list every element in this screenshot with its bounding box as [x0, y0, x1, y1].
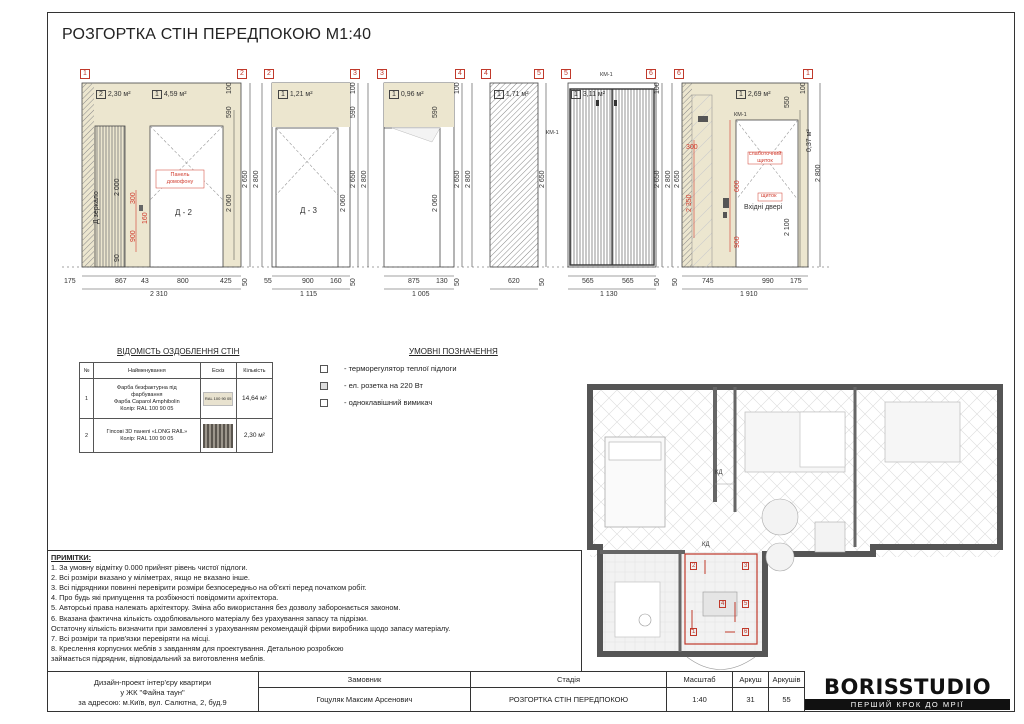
panel-label: щиток: [761, 193, 777, 199]
row-name: Гіпсові 3D панелі «LONG RAIL» Колір: RAL 100 90 05: [94, 419, 201, 453]
dim-text: 160: [142, 212, 149, 224]
column-header: Ескіз: [200, 363, 236, 379]
marker-e1-start: 1: [80, 69, 90, 79]
row-qty: 14,64 м²: [236, 379, 272, 419]
dim-text: 590: [226, 106, 233, 118]
area-tag: 1 1,21 м²: [278, 91, 313, 98]
legend-item: - одноклавішний вимикач: [320, 398, 432, 407]
door-d2: [150, 126, 223, 267]
bathroom-fixture: [615, 582, 660, 637]
elevation-6: [682, 83, 820, 289]
dim-text: 2 650: [539, 170, 546, 188]
area-tag: 1 4,59 м²: [152, 91, 187, 98]
marker-e2-end: 3: [350, 69, 360, 79]
marker-e2-start: 2: [264, 69, 274, 79]
dim-text: 990: [762, 278, 774, 285]
dim-text: 50: [242, 278, 249, 286]
plan-label-kd: КД: [702, 542, 710, 548]
plan-marker: 6: [744, 629, 748, 635]
dining-table-icon: [762, 499, 798, 535]
note-line: 5. Авторські права належать архітектору. Зміна або використання без дозволу заборонається законом.: [51, 603, 401, 613]
dim-total: 1 115: [300, 291, 317, 298]
switch-icon: [320, 399, 328, 407]
dim-text: 90: [114, 254, 121, 262]
sheets-label: Аркушів: [768, 671, 805, 687]
dim-text: 875: [408, 278, 420, 285]
area-tag: 1 3,11 м²: [571, 91, 605, 98]
note-line: Остаточну кількість визначити при замовленні з урахуванням рекомендацій фірми виробника щодо запасу матеріалу.: [51, 623, 451, 633]
dim-text: 2 650: [654, 170, 661, 188]
dim-text: 425: [220, 278, 232, 285]
area-tag: 1 2,69 м²: [736, 91, 771, 98]
row-name: Фарба безфактурна під фарбування Фарба Caparol Amphibolin Колір: RAL 100 90 05: [94, 379, 201, 419]
dim-text: 2 650: [674, 170, 681, 188]
dim-text: 100: [350, 82, 357, 94]
dim-text: 2 650: [350, 170, 357, 188]
marker-e3-start: 3: [377, 69, 387, 79]
dim-text: 50: [654, 278, 661, 286]
dim-text: 2 650: [242, 170, 249, 188]
dim-text: 175: [790, 278, 802, 285]
dim-text: 590: [432, 106, 439, 118]
dim-text: 50: [672, 278, 679, 286]
socket-icon: [320, 382, 328, 390]
sheets-count: 55: [768, 687, 805, 712]
dim-text: 2 060: [432, 194, 439, 212]
stage-value: РОЗГОРТКА СТІН ПЕРЕДПОКОЮ: [470, 687, 666, 712]
dim-text: 2 650: [454, 170, 461, 188]
note-line: 1. За умовну відмітку 0.000 прийнят рівень чистої підлоги.: [51, 563, 248, 573]
floor-plan: [585, 382, 1005, 670]
scale-label: Масштаб: [666, 671, 732, 687]
entrance-door-label: Вхідні двері: [744, 204, 783, 211]
marker-e1-end: 2: [237, 69, 247, 79]
studio-logo: [805, 676, 1010, 710]
door-d3: [276, 128, 338, 267]
note-line: 6. Вказана фактична кількість оздоблювального матеріалу без урахування запасу та підрізки.: [51, 613, 369, 623]
dim-text: 2 100: [784, 218, 791, 236]
km-label: КМ-1: [600, 72, 613, 78]
dim-text: 800: [177, 278, 189, 285]
dim-text: 2 000: [114, 178, 121, 196]
area-tag: 1 1,71 м²: [494, 91, 529, 98]
dim-text: 160: [330, 278, 342, 285]
area-tag: 1 0,96 м²: [389, 91, 424, 98]
legend-item: - ел. розетка на 220 Вт: [320, 381, 423, 390]
legend-heading: УМОВНІ ПОЗНАЧЕННЯ: [409, 347, 498, 356]
dim-text: 900: [734, 236, 741, 248]
marker-e5-start: 5: [561, 69, 571, 79]
dim-text: 2 060: [340, 194, 347, 212]
sheet-label: Аркуш: [732, 671, 768, 687]
legend-item: - терморегулятор теплої підлоги: [320, 364, 457, 373]
area-tag: 2 2,30 м²: [96, 91, 131, 98]
note-line: 7. Всі розміри та прив'язки перевіряти на місці.: [51, 633, 210, 643]
dim-total: 1 910: [740, 291, 758, 298]
thermostat-icon: [320, 365, 328, 373]
brand-name: BORISSTUDIO: [823, 675, 992, 699]
elevation-1: [82, 83, 262, 289]
row-qty: 2,30 м²: [236, 419, 272, 453]
plan-marker: 5: [744, 601, 748, 607]
finishes-table: [79, 362, 273, 453]
table-row: [80, 379, 273, 419]
dim-text: 50: [539, 278, 546, 286]
brand-slogan: ПЕРШИЙ КРОК ДО МРІЇ: [805, 699, 1010, 710]
column-header: Кількість: [236, 363, 272, 379]
plan-marker: 2: [692, 563, 696, 569]
client-name: Гоцуляк Максим Арсенович: [258, 687, 470, 712]
dim-text: 2 800: [253, 170, 260, 188]
dim-text: 550: [784, 96, 791, 108]
sheet-number: 31: [732, 687, 768, 712]
dim-text: 745: [702, 278, 714, 285]
dim-text: 565: [582, 278, 594, 285]
low-voltage-panel-label: слаботочний щиток: [748, 151, 782, 164]
door-label: Д - 3: [300, 206, 317, 215]
dim-text: 100: [654, 82, 661, 94]
dim-text: 50: [350, 278, 357, 286]
door-label: Д - 2: [175, 208, 192, 217]
elevation-4: [490, 83, 546, 289]
finishes-heading: ВІДОМІСТЬ ОЗДОБЛЕННЯ СТІН: [117, 347, 240, 356]
marker-e5-end: 6: [646, 69, 656, 79]
dim-text: 2 350: [686, 194, 693, 212]
note-line: 8. Креслення корпусних меблів з завданням для проектування. Детальною розробкою: [51, 643, 344, 653]
dim-text: 43: [141, 278, 149, 285]
dim-text: 100: [226, 82, 233, 94]
intercom-label: Панель домофону: [166, 172, 194, 185]
dim-text: 300: [686, 144, 698, 151]
page-title: РОЗГОРТКА СТІН ПЕРЕДПОКОЮ М1:40: [62, 26, 372, 43]
plan-marker: 4: [721, 601, 725, 607]
project-info: Дизайн-проект інтер'єру квартири у ЖК "Файна таун" за адресою: м.Київ, вул. Салютна, 2, буд.9: [78, 678, 227, 707]
wall-cut: [82, 83, 94, 267]
dim-text: 2 800: [361, 170, 368, 188]
marker-e6-end: 1: [803, 69, 813, 79]
row-num: 1: [80, 379, 94, 419]
row-sketch: [200, 419, 236, 453]
column-header: Найменування: [94, 363, 201, 379]
dim-text: 2 800: [465, 170, 472, 188]
mirror-label: Д зеркало: [93, 191, 100, 224]
dim-text: 55: [264, 278, 272, 285]
dim-text: 565: [622, 278, 634, 285]
dim-total: 1 005: [412, 291, 430, 298]
notes-block: [48, 550, 582, 671]
marker-e4-start: 4: [481, 69, 491, 79]
dim-text: 900: [302, 278, 314, 285]
dim-text: 130: [436, 278, 448, 285]
marker-e3-end: 4: [455, 69, 465, 79]
note-line: 4. Про будь які припущення та розбіжності повідомити архітектора.: [51, 593, 279, 603]
dim-total: 2 310: [150, 291, 168, 298]
dim-text: 600: [734, 180, 741, 192]
table-row: [80, 419, 273, 453]
notes-heading: ПРИМІТКИ:: [51, 553, 92, 562]
dim-text: 900: [130, 230, 137, 242]
note-line: 3. Всі підрядники повинні перевірити розміри безпосередньо на об'єкті перед початком робіт.: [51, 583, 367, 593]
dim-text: 620: [508, 278, 520, 285]
dim-total: 1 130: [600, 291, 618, 298]
column-header: №: [80, 363, 94, 379]
dim-text: 2 800: [815, 164, 822, 182]
plan-marker: 3: [744, 563, 748, 569]
dim-text: 50: [454, 278, 461, 286]
dim-text: 175: [64, 278, 76, 285]
marker-e4-end: 5: [534, 69, 544, 79]
dim-text: 590: [350, 106, 357, 118]
dim-text: 300: [130, 192, 137, 204]
stage-label: Стадія: [470, 671, 666, 687]
switch-icon: [139, 205, 143, 211]
dim-text: 100: [454, 82, 461, 94]
row-num: 2: [80, 419, 94, 453]
km-label: КМ-1: [734, 112, 747, 118]
dim-text: 2 060: [226, 194, 233, 212]
marker-e6-start: 6: [674, 69, 684, 79]
dim-text: 100: [800, 82, 807, 94]
row-sketch: RAL 100 90 05: [200, 379, 236, 419]
km-label: КМ-1: [546, 130, 559, 136]
dim-text: 0,37 м²: [806, 129, 813, 152]
note-line: 2. Всі розміри вказано у міліметрах, якщо не вказано інше.: [51, 573, 250, 583]
note-line: займається підрядник, відповідальний за виготовлення меблів.: [51, 653, 266, 663]
wall-elevations: [0, 0, 1024, 310]
client-label: Замовник: [258, 671, 470, 687]
plan-marker: 1: [692, 629, 696, 635]
plan-label-kd: КД: [715, 470, 723, 476]
scale-value: 1:40: [666, 687, 732, 712]
dim-text: 867: [115, 278, 127, 285]
dim-text: 2 800: [665, 170, 672, 188]
